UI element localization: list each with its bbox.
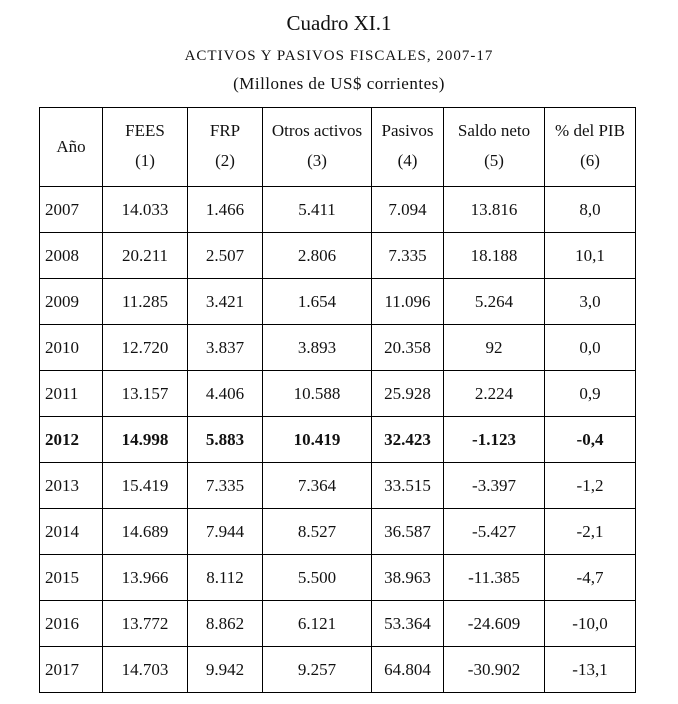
header-column-number: (4) xyxy=(397,151,418,170)
cell-pasivos: 20.358 xyxy=(372,325,444,371)
cell-frp: 5.883 xyxy=(188,417,263,463)
cell-frp: 4.406 xyxy=(188,371,263,417)
cell-pasivos: 33.515 xyxy=(372,463,444,509)
table-row xyxy=(40,325,636,371)
cell-saldo-neto: -11.385 xyxy=(444,555,545,601)
cell-frp: 2.507 xyxy=(188,233,263,279)
cell-otros-activos: 6.121 xyxy=(263,601,372,647)
table-row xyxy=(40,233,636,279)
table-row xyxy=(40,509,636,555)
cell-fees: 14.033 xyxy=(103,187,188,233)
cell-otros-activos: 5.411 xyxy=(263,187,372,233)
header-label: % del PIB xyxy=(555,121,625,140)
cell-otros-activos: 3.893 xyxy=(263,325,372,371)
cell-saldo-neto: -3.397 xyxy=(444,463,545,509)
cell-year: 2011 xyxy=(40,371,103,417)
cell-fees: 15.419 xyxy=(103,463,188,509)
table-row xyxy=(40,463,636,509)
header-label: Pasivos xyxy=(381,121,434,140)
cell-pasivos: 32.423 xyxy=(372,417,444,463)
cell-year: 2010 xyxy=(40,325,103,371)
cell-frp: 8.862 xyxy=(188,601,263,647)
cell-saldo-neto: 5.264 xyxy=(444,279,545,325)
cell-otros-activos: 9.257 xyxy=(263,647,372,693)
cell-fees: 11.285 xyxy=(103,279,188,325)
cell-otros-activos: 10.419 xyxy=(263,417,372,463)
cell-pct-pib: -4,7 xyxy=(545,555,636,601)
cell-pct-pib: 10,1 xyxy=(545,233,636,279)
cell-pct-pib: -0,4 xyxy=(545,417,636,463)
table-row xyxy=(40,555,636,601)
cell-fees: 13.772 xyxy=(103,601,188,647)
cell-otros-activos: 8.527 xyxy=(263,509,372,555)
cell-pasivos: 64.804 xyxy=(372,647,444,693)
header-column-number: (5) xyxy=(484,151,504,170)
header-column-number: (3) xyxy=(307,151,327,170)
cell-pct-pib: -1,2 xyxy=(545,463,636,509)
cell-saldo-neto: 18.188 xyxy=(444,233,545,279)
cell-frp: 1.466 xyxy=(188,187,263,233)
cell-fees: 14.998 xyxy=(103,417,188,463)
table-row xyxy=(40,647,636,693)
cell-year: 2014 xyxy=(40,509,103,555)
cell-year: 2017 xyxy=(40,647,103,693)
table-row xyxy=(40,601,636,647)
header-label: Saldo neto xyxy=(457,121,531,140)
cell-otros-activos: 1.654 xyxy=(263,279,372,325)
header-column-number: (2) xyxy=(215,151,235,170)
cell-fees: 20.211 xyxy=(103,233,188,279)
header-label: Año xyxy=(56,137,86,156)
header-column-number: (6) xyxy=(580,151,600,170)
cell-otros-activos: 7.364 xyxy=(263,463,372,509)
cell-year: 2015 xyxy=(40,555,103,601)
cell-pct-pib: -13,1 xyxy=(545,647,636,693)
cell-pasivos: 7.094 xyxy=(372,187,444,233)
table-units: (Millones de US$ corrientes) xyxy=(233,74,445,93)
header-cell-otros-activos xyxy=(263,108,372,187)
cell-frp: 3.421 xyxy=(188,279,263,325)
cell-pasivos: 7.335 xyxy=(372,233,444,279)
cell-fees: 12.720 xyxy=(103,325,188,371)
cell-pct-pib: 0,9 xyxy=(545,371,636,417)
cell-frp: 7.944 xyxy=(188,509,263,555)
cell-saldo-neto: 2.224 xyxy=(444,371,545,417)
header-label: FRP xyxy=(209,121,241,140)
cell-pct-pib: 8,0 xyxy=(545,187,636,233)
header-label: Otros activos xyxy=(271,121,363,140)
cell-pasivos: 25.928 xyxy=(372,371,444,417)
cell-saldo-neto: -1.123 xyxy=(444,417,545,463)
table-title: Cuadro XI.1 xyxy=(286,11,392,35)
cell-frp: 9.942 xyxy=(188,647,263,693)
cell-saldo-neto: -5.427 xyxy=(444,509,545,555)
table-body xyxy=(40,187,636,693)
cell-fees: 14.703 xyxy=(103,647,188,693)
cell-saldo-neto: 13.816 xyxy=(444,187,545,233)
header-cell-year xyxy=(40,108,103,187)
cell-frp: 3.837 xyxy=(188,325,263,371)
header-cell-pct-pib xyxy=(545,108,636,187)
cell-year: 2012 xyxy=(40,417,103,463)
header-cell-fees xyxy=(103,108,188,187)
cell-saldo-neto: 92 xyxy=(444,325,545,371)
table-row xyxy=(40,279,636,325)
cell-frp: 7.335 xyxy=(188,463,263,509)
cell-saldo-neto: -30.902 xyxy=(444,647,545,693)
cell-otros-activos: 5.500 xyxy=(263,555,372,601)
cell-pct-pib: -2,1 xyxy=(545,509,636,555)
cell-fees: 13.966 xyxy=(103,555,188,601)
cell-fees: 14.689 xyxy=(103,509,188,555)
cell-otros-activos: 2.806 xyxy=(263,233,372,279)
table-row xyxy=(40,371,636,417)
header-cell-frp xyxy=(188,108,263,187)
header-column-number: (1) xyxy=(135,151,155,170)
cell-year: 2008 xyxy=(40,233,103,279)
fiscal-assets-table xyxy=(39,107,636,693)
cell-pasivos: 36.587 xyxy=(372,509,444,555)
header-cell-pasivos xyxy=(372,108,444,187)
header-cell-saldo-neto xyxy=(444,108,545,187)
table-row xyxy=(40,187,636,233)
cell-year: 2007 xyxy=(40,187,103,233)
cell-otros-activos: 10.588 xyxy=(263,371,372,417)
header-row xyxy=(40,108,636,187)
cell-saldo-neto: -24.609 xyxy=(444,601,545,647)
cell-year: 2013 xyxy=(40,463,103,509)
table-subtitle: ACTIVOS Y PASIVOS FISCALES, 2007-17 xyxy=(184,48,494,64)
table-row xyxy=(40,417,636,463)
cell-pasivos: 53.364 xyxy=(372,601,444,647)
header-label: FEES xyxy=(125,121,165,140)
cell-pasivos: 11.096 xyxy=(372,279,444,325)
cell-year: 2016 xyxy=(40,601,103,647)
cell-fees: 13.157 xyxy=(103,371,188,417)
cell-frp: 8.112 xyxy=(188,555,263,601)
cell-pasivos: 38.963 xyxy=(372,555,444,601)
cell-pct-pib: 3,0 xyxy=(545,279,636,325)
cell-year: 2009 xyxy=(40,279,103,325)
cell-pct-pib: -10,0 xyxy=(545,601,636,647)
cell-pct-pib: 0,0 xyxy=(545,325,636,371)
